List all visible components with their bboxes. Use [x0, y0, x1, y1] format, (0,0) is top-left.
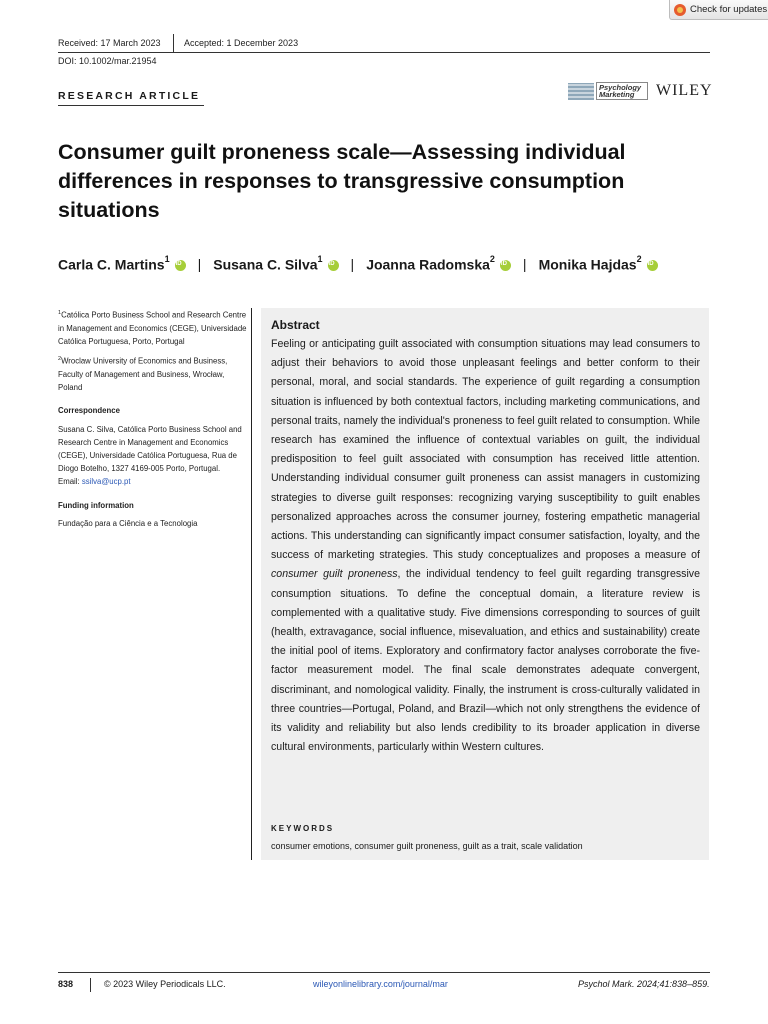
- keywords-text: consumer emotions, consumer guilt proneness, guilt as a trait, scale validation: [271, 841, 583, 851]
- abstract-heading: Abstract: [271, 318, 320, 332]
- correspondence-email: Email: ssilva@ucp.pt: [58, 477, 131, 487]
- funding-text: Fundação para a Ciência e a Tecnologia: [58, 518, 198, 528]
- author[interactable]: Joanna Radomska$^2$: [366, 254, 495, 273]
- affiliation-2: $^2$Wroclaw University of Economics and Business, Faculty of Management and Business, Wrocław, Poland: [58, 356, 228, 393]
- received-date: Received: 17 March 2023: [58, 38, 161, 48]
- copyright: © 2023 Wiley Periodicals LLC.: [104, 979, 226, 989]
- header-divider: [173, 34, 174, 52]
- keywords-heading: KEYWORDS: [271, 824, 335, 833]
- page-number: 838: [58, 979, 74, 989]
- correspondence-text: Susana C. Silva, Católica Porto Business School and Research Centre in Management and Economics (CEGE), Universidade Católica Portuguesa, Rua de Diogo Botelho, 1327 4169-005 Porto, Portugal.: [58, 424, 242, 474]
- check-for-updates-label: Check for updates: [690, 4, 768, 15]
- orcid-icon[interactable]: [500, 260, 511, 271]
- abstract-text: Feeling or anticipating guilt associated with consumption situations may lead consumers to adjust their behaviors to avoid those unpleasant feelings and better conform to their personal, moral, and social standards. The experience of guilt regarding a consumption situation is influenced by both contextual factors, including marketing communications, and personal traits, namely the individual's proneness to feel guilt related to consumption. While research has examined the influence of contextual variables on guilt, the individual predisposition to feel guilt associated with consumption has received little attention. Understanding individual consumer guilt proneness can assist managers in customizing strategies to diverse guilt responses: recognizing varying susceptibility to guilt enables personalized approaches across the consumer journey, fostering empathetic managerial actions. This understanding can significantly impact consumer satisfaction, loyalty, and the success of marketing strategies. This study conceptualizes and proposes a measure of consumer guilt proneness, the individual tendency to feel guilt regarding transgressive consumption situations. To define the conceptual domain, a literature review is complemented with a qualitative study. Five dimensions corresponding to sources of guilt (health, extravagance, social influence, misevaluation, and ethics and sustainability) create the initial pool of items. Exploratory and confirmatory factor analyses corroborate the five-factor measurement model. The final scale demonstrates adequate convergent, discriminant, and nomological validity. Finally, the instrument is cross-culturally validated in three countries—Portugal, Poland, and Brazil—which not only strengthens the evidence of its validity and reliability but also lends credibility to its broader application in diverse cultural environments, particularly within Western cultures.: [271, 338, 700, 754]
- journal-logo-graphic: [568, 83, 594, 100]
- funding-label: Funding information: [58, 500, 134, 510]
- affiliation-1: $^1$Católica Porto Business School and Research Centre in Management and Economics (CEGE), Universidade Católica Portuguesa, Porto, Portugal: [58, 310, 247, 346]
- header-rule: [58, 52, 710, 53]
- author-list: [58, 256, 658, 273]
- publisher-logo: WILEY: [656, 82, 713, 99]
- article-type-rule: [58, 105, 204, 106]
- journal-logo-name: Psychology Marketing: [596, 82, 648, 100]
- article-type: RESEARCH ARTICLE: [58, 90, 201, 102]
- check-for-updates-button[interactable]: [669, 0, 768, 20]
- orcid-icon[interactable]: [647, 260, 658, 271]
- crossmark-icon: [674, 4, 686, 16]
- author-separator: |: [350, 256, 355, 273]
- email-link[interactable]: ssilva@ucp.pt: [81, 477, 131, 487]
- accepted-date: Accepted: 1 December 2023: [184, 38, 299, 48]
- author-separator: |: [197, 256, 202, 273]
- orcid-icon[interactable]: [175, 260, 186, 271]
- journal-logo: [568, 82, 713, 100]
- orcid-icon[interactable]: [328, 260, 339, 271]
- doi[interactable]: DOI: 10.1002/mar.21954: [58, 56, 157, 66]
- author-separator: |: [522, 256, 527, 273]
- author[interactable]: Susana C. Silva$^1$: [213, 254, 323, 273]
- author[interactable]: Carla C. Martins$^1$: [58, 254, 170, 273]
- correspondence-label: Correspondence: [58, 406, 120, 416]
- footer-divider: [90, 978, 91, 992]
- author[interactable]: Monika Hajdas$^2$: [538, 254, 642, 273]
- journal-url-link[interactable]: wileyonlinelibrary.com/journal/mar: [313, 979, 448, 989]
- article-sidebar: [58, 307, 250, 535]
- citation: Psychol Mark. 2024;41:838–859.: [578, 979, 710, 989]
- footer-rule: [58, 972, 710, 973]
- article-title: Consumer guilt proneness scale—Assessing individual differences in responses to transgressive consumption situations: [58, 140, 626, 222]
- sidebar-divider: [251, 308, 252, 860]
